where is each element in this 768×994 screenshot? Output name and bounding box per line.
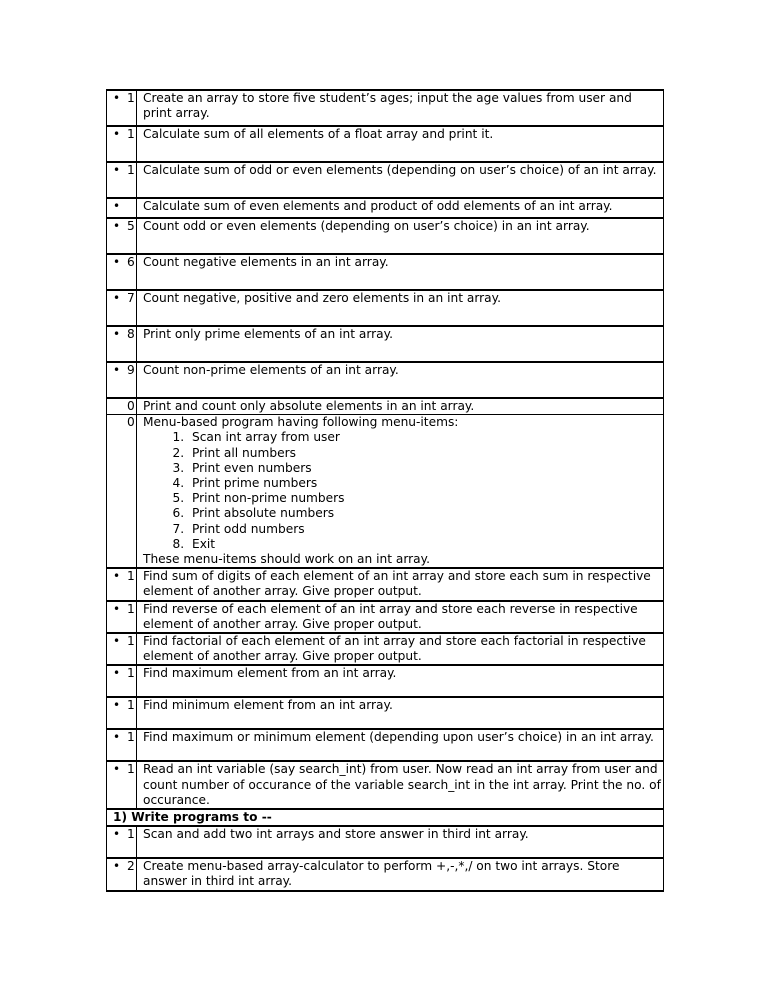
item-description: Find factorial of each element of an int array and store each factorial in respective element of another array. Give proper output. [137, 633, 664, 665]
item-number: 1 [127, 666, 135, 681]
item-number-cell [107, 254, 137, 290]
table-row [107, 729, 664, 761]
item-number-cell [107, 398, 137, 415]
table-row [107, 198, 664, 218]
item-number: 1 [127, 698, 135, 713]
item-description: Create menu-based array-calculator to perform +,-,*,/ on two int arrays. Store answer in third int array. [137, 858, 664, 890]
assignment-table [106, 89, 664, 892]
item-number: 2 [127, 859, 135, 874]
table-row [107, 254, 664, 290]
table-row [107, 326, 664, 362]
item-description: Find sum of digits of each element of an int array and store each sum in respective element of another array. Give proper output. [137, 568, 664, 600]
item-number-cell [107, 633, 137, 665]
item-description: Count non-prime elements of an int array. [137, 362, 664, 398]
bullet-marker: • [113, 163, 121, 177]
menu-list-item: 8. Exit [188, 537, 663, 552]
table-row [107, 362, 664, 398]
bullet-marker: • [113, 255, 121, 269]
item-number-cell [107, 198, 137, 218]
item-number: 0 [127, 415, 135, 430]
menu-list-item: 1. Scan int array from user [188, 430, 663, 445]
table-row [107, 697, 664, 729]
menu-list-item: 4. Print prime numbers [188, 476, 663, 491]
menu-list-item: 7. Print odd numbers [188, 522, 663, 537]
item-number: 1 [127, 91, 135, 105]
item-description: Find maximum or minimum element (depending upon user’s choice) in an int array. [137, 729, 664, 761]
item-number-cell [107, 362, 137, 398]
item-description: Create an array to store five student’s ages; input the age values from user and print array. [137, 90, 664, 126]
item-number-cell [107, 601, 137, 633]
item-number-cell [107, 218, 137, 254]
bullet-marker: • [113, 859, 121, 874]
table-row [107, 665, 664, 697]
table-row [107, 601, 664, 633]
item-description: Find maximum element from an int array. [137, 665, 664, 697]
table-row [107, 290, 664, 326]
item-description: Print only prime elements of an int array. [137, 326, 664, 362]
table-row [107, 90, 664, 126]
item-number-cell [107, 826, 137, 858]
item-description: Calculate sum of odd or even elements (depending on user’s choice) of an int array. [137, 162, 664, 198]
bullet-marker: • [113, 291, 121, 305]
item-number-cell [107, 162, 137, 198]
table-row [107, 858, 664, 890]
table-row [107, 218, 664, 254]
bullet-marker: • [113, 363, 121, 377]
item-description: Find minimum element from an int array. [137, 697, 664, 729]
bullet-marker: • [113, 569, 121, 584]
table-row [107, 398, 664, 415]
bullet-marker: • [113, 730, 121, 745]
item-number: 7 [127, 291, 135, 305]
item-description: Find reverse of each element of an int array and store each reverse in respective element of another array. Give proper output. [137, 601, 664, 633]
menu-outro: These menu-items should work on an int array. [143, 552, 430, 567]
section-heading-row [107, 809, 664, 826]
item-number-cell [107, 761, 137, 809]
table-row [107, 761, 664, 809]
item-number-cell [107, 858, 137, 890]
item-number: 0 [127, 399, 135, 413]
item-number: 9 [127, 363, 135, 377]
item-number: 1 [127, 569, 135, 584]
menu-list-item: 5. Print non-prime numbers [188, 491, 663, 506]
item-number-cell [107, 415, 137, 569]
bullet-marker: • [113, 219, 121, 233]
menu-list-item: 3. Print even numbers [188, 461, 663, 476]
table-row [107, 568, 664, 600]
item-number: 8 [127, 327, 135, 341]
item-number: 1 [127, 163, 135, 177]
item-number: 1 [127, 601, 135, 616]
bullet-marker: • [113, 327, 121, 341]
item-number: 6 [127, 255, 135, 269]
item-number-cell [107, 568, 137, 600]
bullet-marker: • [113, 634, 121, 649]
bullet-marker: • [113, 91, 121, 105]
table-row [107, 826, 664, 858]
item-number: 1 [127, 730, 135, 745]
item-number-cell [107, 697, 137, 729]
table-row [107, 162, 664, 198]
item-number: 1 [127, 127, 135, 141]
bullet-marker: • [113, 666, 121, 681]
bullet-marker: • [113, 698, 121, 713]
bullet-marker: • [113, 127, 121, 141]
item-description: Calculate sum of all elements of a float array and print it. [137, 126, 664, 162]
item-number-cell [107, 326, 137, 362]
bullet-marker: • [113, 827, 121, 842]
item-description: Calculate sum of even elements and product of odd elements of an int array. [137, 198, 664, 218]
item-description: Count negative elements in an int array. [137, 254, 664, 290]
item-description [137, 415, 664, 569]
menu-intro: Menu-based program having following menu-items: [143, 415, 459, 430]
item-description: Count negative, positive and zero elements in an int array. [137, 290, 664, 326]
table-row [107, 126, 664, 162]
item-description: Count odd or even elements (depending on user’s choice) in an int array. [137, 218, 664, 254]
item-number-cell [107, 729, 137, 761]
item-number-cell [107, 290, 137, 326]
assignment-table-body [107, 90, 664, 891]
item-number: 1 [127, 762, 135, 777]
item-description: Read an int variable (say search_int) from user. Now read an int array from user and count number of occurance of the variable search_int in the int array. Print the no. of occurance. [137, 761, 664, 809]
item-number: 5 [127, 219, 135, 233]
section-heading: 1) Write programs to -- [107, 809, 664, 826]
menu-list-item: 6. Print absolute numbers [188, 506, 663, 521]
item-number-cell [107, 126, 137, 162]
menu-list [143, 430, 663, 552]
bullet-marker: • [113, 601, 121, 616]
menu-program-row [107, 415, 664, 569]
item-number: 1 [127, 634, 135, 649]
item-number: 1 [127, 827, 135, 842]
item-description: Scan and add two int arrays and store answer in third int array. [137, 826, 664, 858]
item-description: Print and count only absolute elements in an int array. [137, 398, 664, 415]
item-number-cell [107, 90, 137, 126]
table-row [107, 633, 664, 665]
bullet-marker: • [113, 199, 121, 213]
item-number-cell [107, 665, 137, 697]
menu-list-item: 2. Print all numbers [188, 446, 663, 461]
bullet-marker: • [113, 762, 121, 777]
